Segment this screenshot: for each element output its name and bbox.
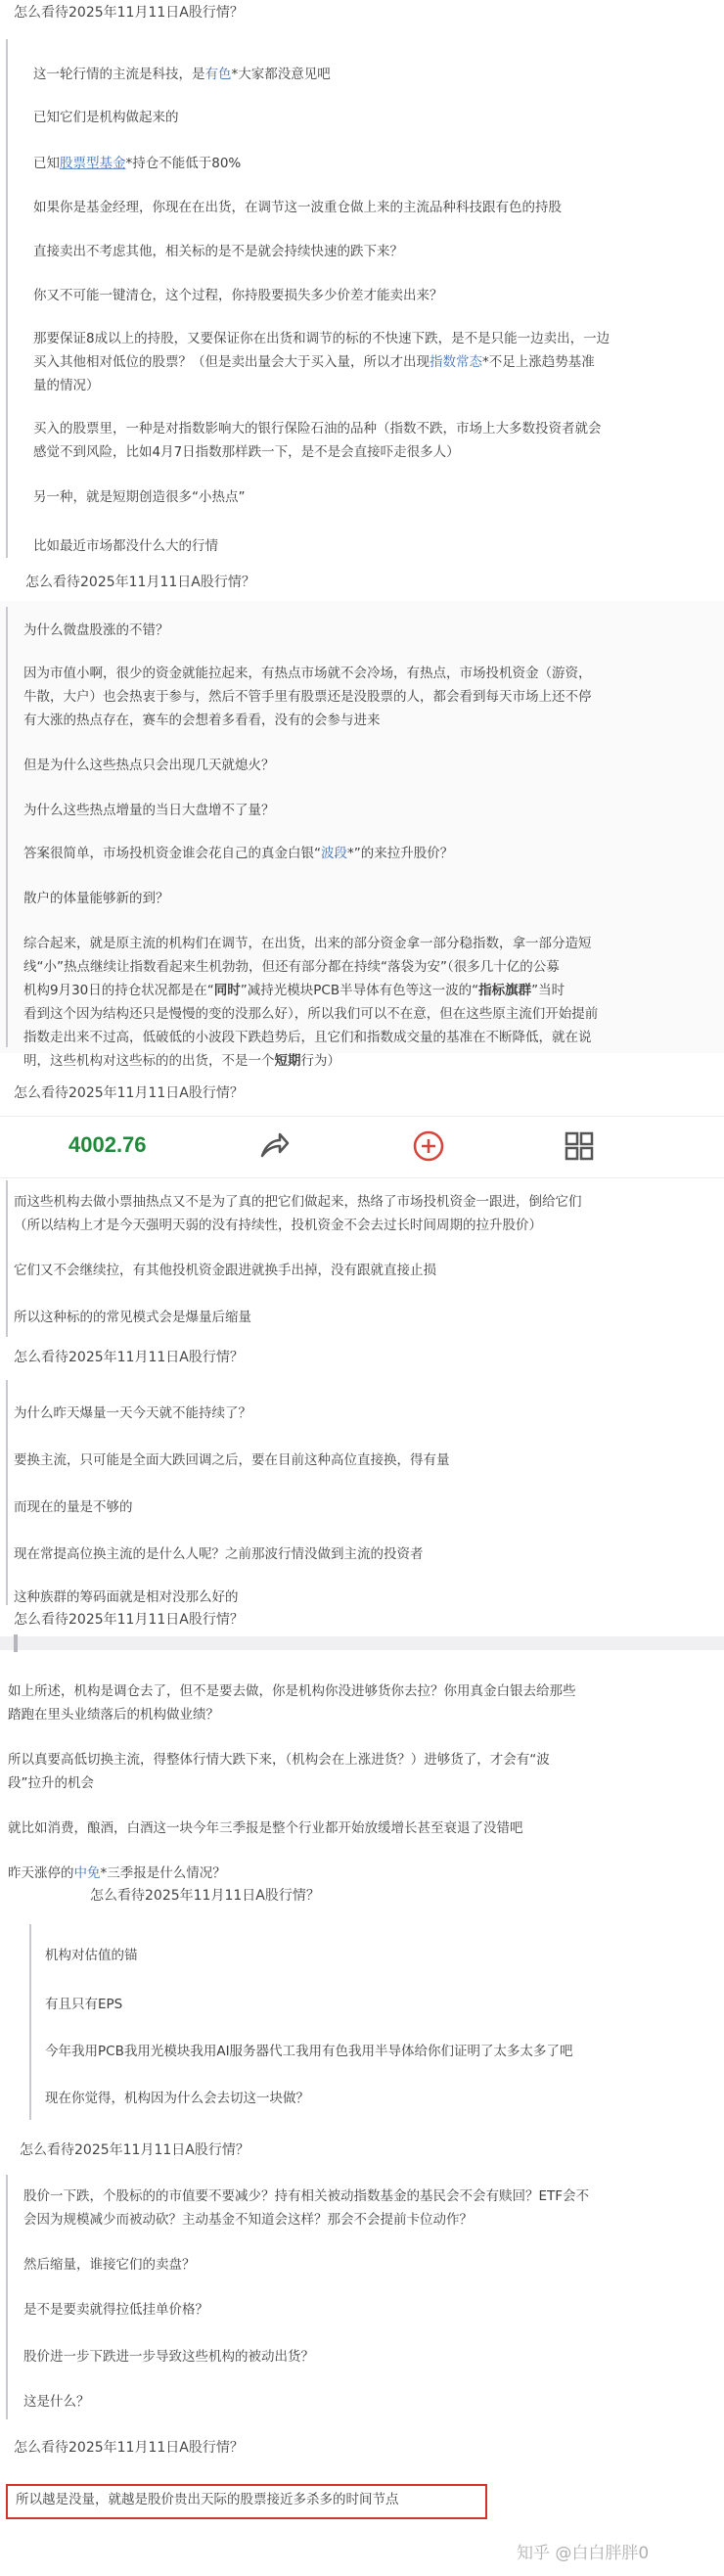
text-line: 这一轮行情的主流是科技，是有色*大家都没意见吧: [33, 67, 331, 82]
text-line: 为什么这些热点增量的当日大盘增不了量？: [23, 803, 275, 818]
question-header: 怎么看待2025年11月11日A股行情？: [20, 2142, 249, 2158]
plus-icon[interactable]: [411, 1128, 446, 1164]
text-line: （所以结构上才是今天强明天弱的没有持续性，投机资金不会去过长时间周期的拉升股价）: [14, 1218, 542, 1233]
text-line: 段”拉升的机会: [8, 1775, 94, 1791]
text-line: 但是为什么这些热点只会出现几天就熄火？: [23, 758, 275, 773]
question-header: 怎么看待2025年11月11日A股行情？: [14, 2440, 244, 2456]
quote-bar: [6, 39, 8, 558]
text-line: 然后缩量，谁接它们的卖盘？: [23, 2257, 196, 2273]
text-line: 股价一下跌，个股标的的市值要不要减少？持有相关被动指数基金的基民会不会有赎回？ETF会不: [23, 2188, 590, 2204]
divider-marker: [14, 1634, 18, 1652]
text-line: 所以这种标的的常见模式会是爆量后缩量: [14, 1310, 251, 1325]
text-line: 机构9月30日的持仓状况都是在“同时”减持光模块PCB半导体有色等这一波的“指标旗群”当时: [23, 983, 566, 998]
text-line: 所以真要高低切换主流，得整体行情大跌下来，（机构会在上涨进货？）进够货了，才会有“波: [8, 1752, 550, 1768]
highlighted-text: 所以越是没量，就越是股价贵出天际的股票接近多杀多的时间节点: [16, 2492, 399, 2507]
text-line: 今年我用PCB我用光模块我用AI服务器代工我用有色我用半导体给你们证明了太多太多了吧: [45, 2044, 573, 2059]
text-line: 指数走出来不过高，低破低的小波段下跌趋势后，且它们和指数成交量的基准在不断降低，就在说: [23, 1030, 592, 1045]
text-line: 如上所述，机构是调仓去了，但不是要去做，你是机构你没进够货你去拉？你用真金白银去给那些: [8, 1683, 576, 1699]
text-line: 现在你觉得，机构因为什么会去切这一块做？: [45, 2091, 309, 2106]
text-line: 因为市值小啊，很少的资金就能拉起来，有热点市场就不会冷场，有热点，市场投机资金（游资，: [23, 666, 592, 681]
divider-strip: [0, 1636, 724, 1650]
text-line: 你又不可能一键清仓，这个过程，你持股要损失多少价差才能卖出来？: [33, 288, 443, 303]
watermark: 知乎 @白白胖胖0: [517, 2544, 650, 2563]
text-line: 比如最近市场都没什么大的行情: [33, 538, 218, 554]
text-line: 线“小”热点继续让指数看起来生机勃勃，但还有部分都在持续“落袋为安”（很多几十亿的公募: [23, 959, 560, 975]
text-line: 看到这个因为结构还只是慢慢的变的没那么好），所以我们可以不在意，但在这些原主流们开始提前: [23, 1006, 599, 1022]
text-line: 已知它们是机构做起来的: [33, 110, 179, 125]
text-line: 答案很简单，市场投机资金谁会花自己的真金白银“波段*”的来拉升股价？: [23, 846, 454, 861]
quote-bar: [29, 1924, 31, 2120]
question-header: 怎么看待2025年11月11日A股行情？: [14, 1085, 244, 1101]
text-line: 股价进一步下跌进一步导致这些机构的被动出货？: [23, 2349, 314, 2365]
text-line: 明，这些机构对这些标的的出货，不是一个短期行为）: [23, 1053, 340, 1069]
text-line: 买入的股票里，一种是对指数影响大的银行保险石油的品种（指数不跌，市场上大多数投资者就会: [33, 421, 602, 437]
text-line: 买入其他相对低位的股票？（但是卖出量会大于买入量，所以才出现指数常态*不足上涨趋势基准: [33, 354, 595, 370]
text-line: 机构对估值的锚: [45, 1948, 138, 1963]
text-line: 踏跑在里头业绩落后的机构做业绩？: [8, 1707, 219, 1723]
text-line: 要换主流，只可能是全面大跌回调之后，要在目前这种高位直接换，得有量: [14, 1452, 450, 1468]
text-line: 有大涨的热点存在，赛车的会想着多看看，没有的会参与进来: [23, 713, 381, 728]
text-line: 为什么微盘股涨的不错？: [23, 622, 169, 638]
text-line: 昨天涨停的中免*三季报是什么情况？: [8, 1865, 226, 1881]
text-line: 而现在的量是不够的: [14, 1499, 133, 1515]
text-line: 现在常提高位换主流的是什么人呢？之前那波行情没做到主流的投资者: [14, 1546, 424, 1562]
quote-bar: [6, 1180, 8, 1337]
question-header: 怎么看待2025年11月11日A股行情？: [14, 5, 244, 21]
text-line: 这种族群的筹码面就是相对没那么好的: [14, 1589, 239, 1605]
text-line: 另一种，就是短期创造很多“小热点”: [33, 489, 246, 505]
text-line: 会因为规模减少而被动砍？主动基金不知道会这样？那会不会提前卡位动作？: [23, 2212, 473, 2228]
text-line: 如果你是基金经理，你现在在出货，在调节这一波重仓做上来的主流品种科技跟有色的持股: [33, 200, 562, 215]
text-line: 它们又不会继续拉，有其他投机资金跟进就换手出掉，没有跟就直接止损: [14, 1263, 436, 1278]
quote-bar: [6, 607, 8, 1047]
share-icon[interactable]: [256, 1128, 292, 1164]
text-line: 有且只有EPS: [45, 1997, 123, 2012]
text-line: 直接卖出不考虑其他，相关标的是不是就会持续快速的跌下来？: [33, 244, 403, 259]
app-toolbar: [0, 1116, 724, 1178]
question-header: 怎么看待2025年11月11日A股行情？: [14, 1350, 244, 1365]
grid-icon[interactable]: [562, 1128, 597, 1164]
text-line: 就比如消费，酿酒，白酒这一块今年三季报是整个行业都开始放缓增长甚至衰退了没错吧: [8, 1820, 523, 1836]
text-line: 量的情况）: [33, 378, 100, 393]
text-line: 综合起来，就是原主流的机构们在调节，在出货，出来的部分资金拿一部分稳指数，拿一部分造短: [23, 936, 592, 951]
quote-bar: [6, 1380, 8, 1605]
price-label: 4002.76: [68, 1132, 147, 1157]
question-header: 怎么看待2025年11月11日A股行情？: [14, 1612, 244, 1628]
text-line: 是不是要卖就得拉低挂单价格？: [23, 2302, 208, 2318]
text-line: 感觉不到风险，比如4月7日指数那样跌一下，是不是会直接吓走很多人）: [33, 444, 460, 460]
text-line: 而这些机构去做小票抽热点又不是为了真的把它们做起来，热络了市场投机资金一跟进，倒给它们: [14, 1194, 582, 1210]
text-line: 这是什么？: [23, 2394, 90, 2410]
text-line: 那要保证8成以上的持股，又要保证你在出货和调节的标的不快速下跌，是不是只能一边卖出，一边: [33, 331, 611, 346]
question-header: 怎么看待2025年11月11日A股行情？: [90, 1888, 320, 1904]
text-line: 牛散，大户）也会热衷于参与，然后不管手里有股票还是没股票的人，都会看到每天市场上还不停: [23, 689, 592, 705]
text-line: 为什么昨天爆量一天今天就不能持续了？: [14, 1405, 251, 1421]
text-line: 散户的体量能够新的到？: [23, 891, 169, 906]
text-line: 已知股票型基金*持仓不能低于80%: [33, 156, 242, 171]
quote-bar: [6, 2175, 8, 2419]
question-header: 怎么看待2025年11月11日A股行情？: [25, 575, 255, 590]
